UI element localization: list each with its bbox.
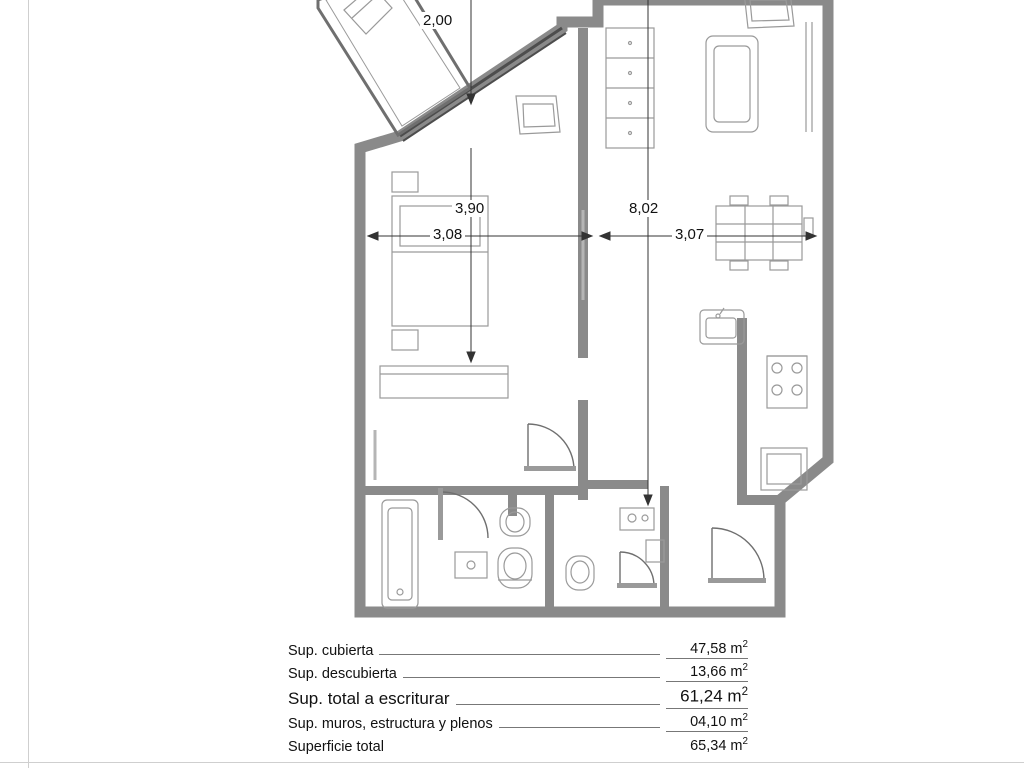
surface-summary-table — [288, 636, 748, 755]
summary-value-sup-cubierta: 47,58 $m^2$ — [666, 639, 748, 659]
dimension-label-8-02: 8,02 — [626, 200, 661, 217]
dimension-label-3-90: 3,90 — [452, 200, 487, 217]
summary-value-sup-descubierta: 13,66 $m^2$ — [666, 662, 748, 682]
summary-label-sup-total-escriturar: Sup. total a escriturar — [288, 689, 450, 708]
summary-label-superficie-total: Superficie total — [288, 739, 384, 755]
summary-value-sup-muros: 04,10 $m^2$ — [666, 712, 748, 732]
summary-label-sup-descubierta: Sup. descubierta — [288, 666, 397, 682]
summary-row — [288, 659, 748, 682]
summary-leader-line — [403, 676, 660, 678]
summary-leader-line — [499, 726, 660, 728]
summary-row — [288, 636, 748, 659]
summary-row — [288, 709, 748, 732]
summary-label-sup-cubierta: Sup. cubierta — [288, 643, 374, 659]
dimension-label-3-08: 3,08 — [430, 226, 465, 243]
doors — [375, 210, 766, 588]
walls — [318, 0, 828, 612]
summary-value-sup-total-escriturar: 61,24 $m^2$ — [666, 686, 748, 709]
dimension-label-3-07: 3,07 — [672, 226, 707, 243]
summary-value-superficie-total: 65,34 $m^2$ — [690, 736, 748, 754]
summary-leader-line — [379, 653, 660, 655]
summary-row — [288, 732, 748, 755]
summary-label-sup-muros: Sup. muros, estructura y plenos — [288, 716, 493, 732]
dimension-label-2-00: 2,00 — [420, 12, 455, 29]
summary-row-total-escriturar — [288, 682, 748, 709]
summary-leader-line — [390, 750, 660, 751]
summary-leader-line — [456, 703, 660, 705]
